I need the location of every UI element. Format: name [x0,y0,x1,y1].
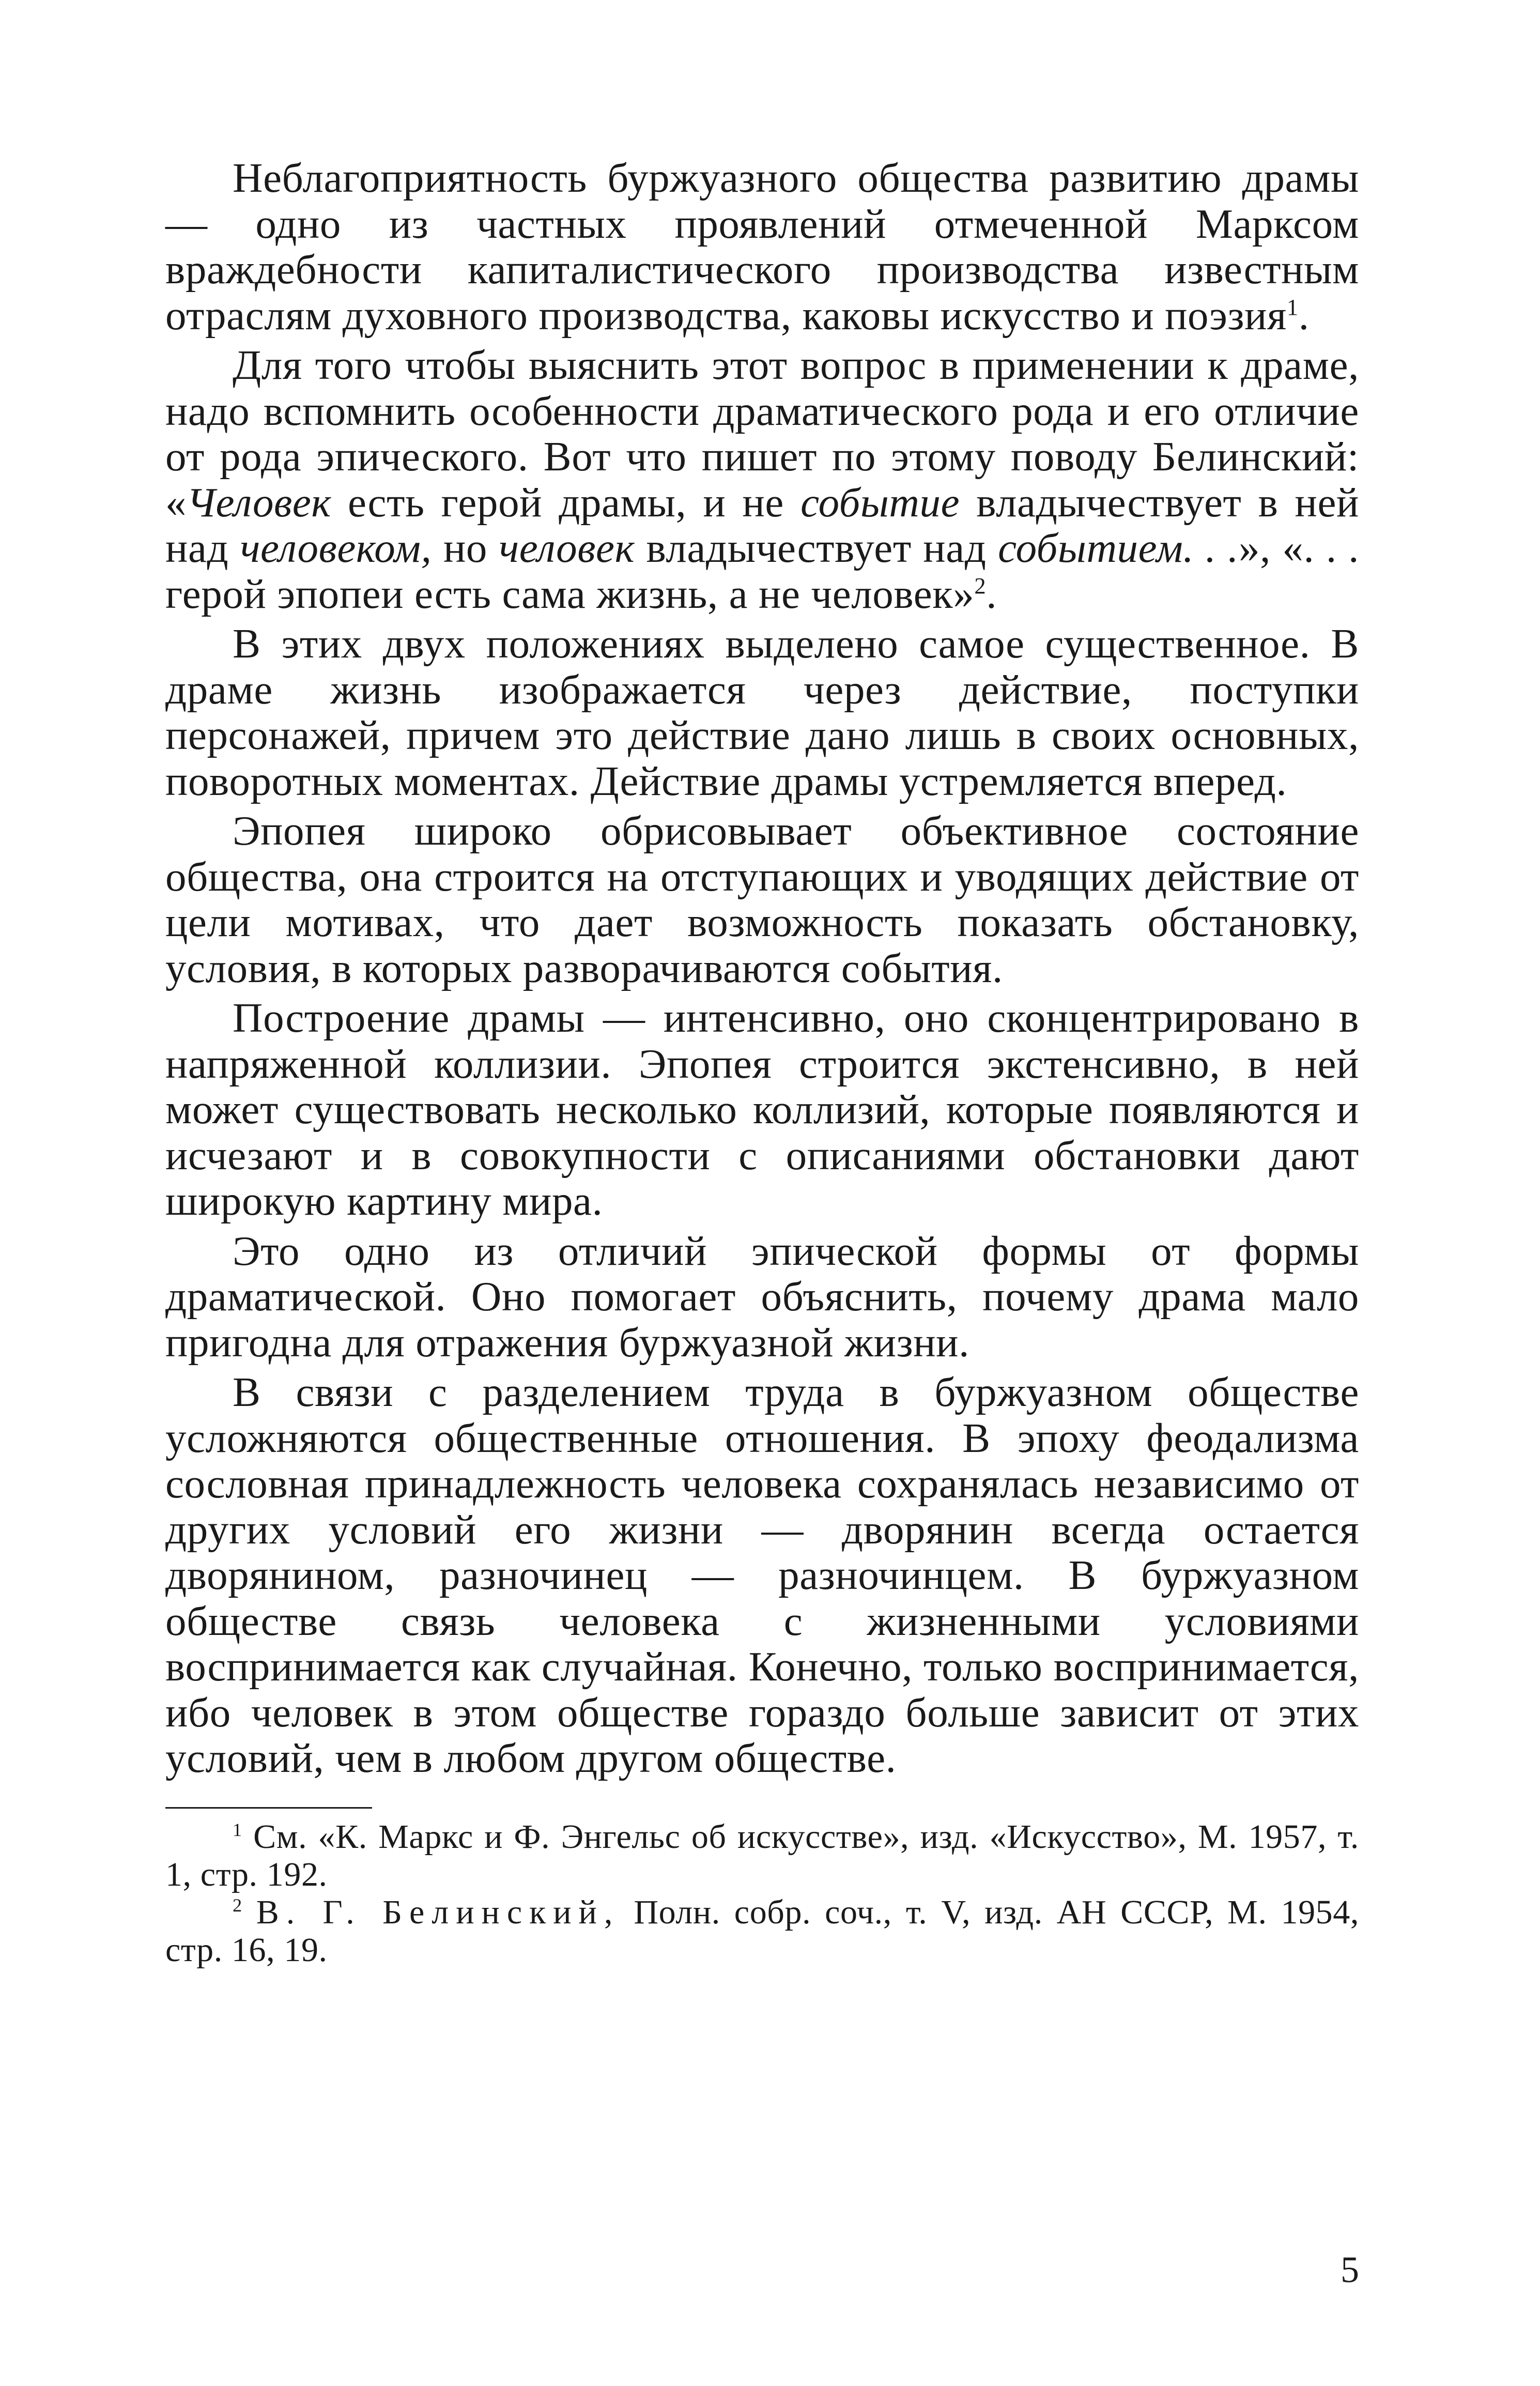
paragraph-1-tail: . [1298,292,1310,339]
paragraph-7: В связи с разделением труда в буржуазном обществе усложняются общественные отношения. В эпоху феодализма сословная принадлежность человека сохранялась независимо от других условий его жизни — дворянин всегда остается дворянином, разночинец — разночинцем. В буржуазном обществе связь человека с жизненными условиями воспринимается как случайная. Конечно, только воспринимается, ибо человек в этом обществе гораздо больше зависит от этих условий, чем в любом другом обществе. [165,1369,1359,1781]
page-number: 5 [1341,2249,1359,2290]
paragraph-2-part-a: Для того чтобы выяснить этот вопрос в применении к драме, надо вспомнить особенности драматического рода и его отличие от рода эпического. Вот что пишет по этому поводу Белинский: « [165,342,1359,526]
page-body [165,155,1359,1969]
paragraph-4: Эпопея широко обрисовывает объективное состояние общества, она строится на отступающих и уводящих действие от цели мотивах, что дает возможность показать обстановку, условия, в которых разворачиваются события. [165,807,1359,991]
paragraph-2-italic-4: человек [499,525,635,571]
paragraph-2-tail: . [986,570,997,617]
footnote-2 [165,1893,1359,1969]
paragraph-2-part-e: владычествует над [635,525,998,571]
footnote-ref-2[interactable]: 2 [974,572,987,599]
paragraph-2-part-f: », «. . . герой эпопеи есть сама жизнь, а не человек» [165,525,1360,617]
paragraph-2-part-c: владычествует в ней над [165,479,1359,571]
paragraph-2-italic-3: человеком, [240,525,432,571]
paragraph-3: В этих двух положениях выделено самое существенное. В драме жизнь изображается через действие, поступки персонажей, причем это действие дано лишь в своих основных, поворотных моментах. Действие драмы устремляется вперед. [165,620,1359,804]
paragraph-2-part-b: есть герой драмы, и не [331,479,801,526]
paragraph-2-italic-5: событием. . . [998,525,1239,571]
footnote-divider [165,1807,372,1809]
paragraph-2 [165,342,1359,617]
paragraph-6: Это одно из отличий эпической формы от формы драматической. Оно помогает объяснить, почему драма мало пригодна для отражения буржуазной жизни. [165,1227,1359,1366]
paragraph-2-italic-2: событие [800,479,960,526]
paragraph-1-text: Неблагоприятность буржуазного общества развитию драмы — одно из частных проявлений отмеченной Марксом враждебности капиталистического производства известным отраслям духовного производства, каковы искусство и поэзия [165,155,1359,339]
paragraph-2-part-d: но [432,525,499,571]
footnote-1-text: См. «К. Маркс и Ф. Энгельс об искусстве», изд. «Искусство», М. 1957, т. 1, стр. 192. [165,1817,1359,1893]
footnote-2-text: Полн. собр. соч., т. V, изд. АН СССР, М. 1954, стр. 16, 19. [165,1893,1359,1969]
footnote-2-author: В. Г. Белинский, [256,1893,620,1931]
footnote-1 [165,1818,1359,1893]
paragraph-5: Построение драмы — интенсивно, оно сконцентрировано в напряженной коллизии. Эпопея строится экстенсивно, в ней может существовать несколько коллизий, которые появляются и исчезают и в совокупности с описаниями обстановки дают широкую картину мира. [165,995,1359,1224]
paragraph-2-italic-1: Человек [187,479,331,526]
paragraph-1 [165,155,1359,338]
footnote-ref-1[interactable]: 1 [1286,294,1299,320]
footnote-1-mark: 1 [233,1819,242,1840]
footnote-2-mark: 2 [233,1894,242,1916]
